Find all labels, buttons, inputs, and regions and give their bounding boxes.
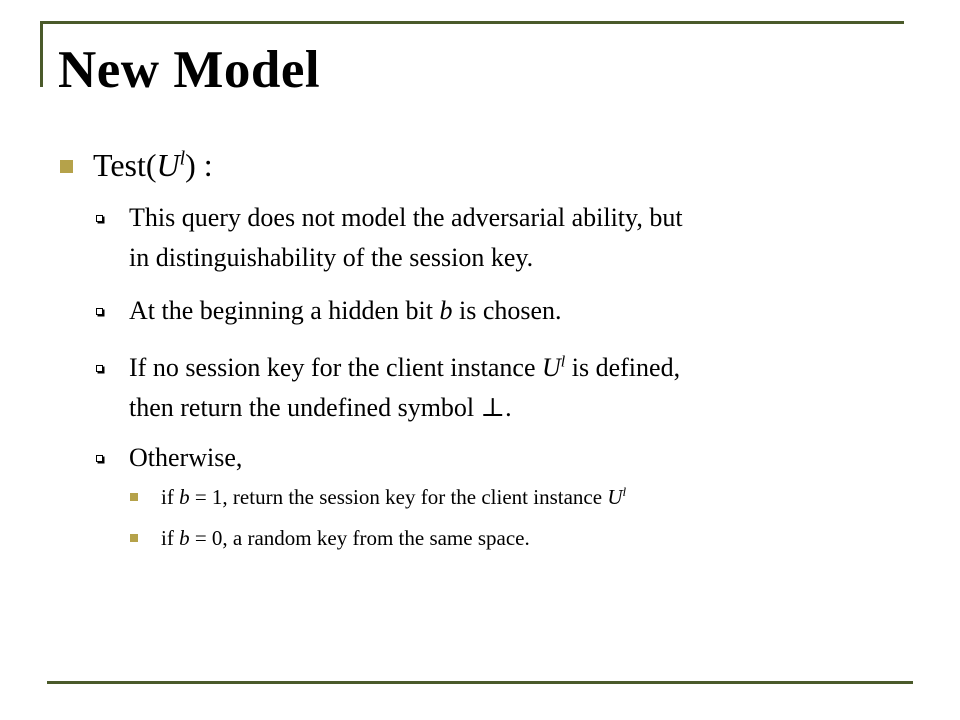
hollow-square-bullet-icon — [96, 455, 103, 462]
test-suffix: ) : — [185, 147, 213, 183]
hidden-bit-var: b — [439, 296, 453, 325]
hollow-square-bullet-icon — [96, 365, 103, 372]
bullet-otherwise: Otherwise, — [129, 443, 243, 472]
small-square-bullet-icon — [130, 534, 138, 542]
no-session-sup: l — [560, 353, 566, 371]
bullet-query-line1: This query does not model the adversarial ability, but — [129, 203, 683, 232]
sub2-var: b — [179, 526, 190, 550]
bullet-no-session-line2: then return the undefined symbol ⊥. — [129, 393, 512, 422]
frame-left-line — [40, 21, 43, 87]
sub1-var2: U — [607, 485, 623, 509]
hollow-square-bullet-icon — [96, 308, 103, 315]
test-sup: l — [179, 147, 186, 170]
bullet-query-line2: in distinguishability of the session key. — [129, 243, 534, 272]
sub2-prefix: if — [161, 526, 180, 550]
subbullet-b-equals-0 — [161, 525, 530, 551]
test-var: U — [156, 147, 180, 183]
sub1-middle: = 1, return the session key for the client instance — [189, 485, 608, 509]
sub2-suffix: = 0, a random key from the same space. — [189, 526, 530, 550]
hidden-bit-suffix: is chosen. — [452, 296, 562, 325]
bullet-hidden-bit — [129, 294, 562, 328]
frame-bottom-line — [47, 681, 913, 684]
frame-top-line — [40, 21, 904, 24]
bullet-no-session-line1 — [129, 351, 680, 385]
bullet-square-icon — [60, 160, 73, 173]
test-prefix: Test( — [93, 147, 157, 183]
small-square-bullet-icon — [130, 493, 138, 501]
level1-item-test — [93, 145, 213, 185]
subbullet-b-equals-1 — [161, 484, 626, 510]
slide-title: New Model — [58, 41, 321, 99]
sub1-prefix: if — [161, 485, 180, 509]
sub1-sup: l — [622, 484, 627, 499]
no-session-suffix: is defined, — [565, 353, 681, 382]
no-session-prefix: If no session key for the client instance — [129, 353, 542, 382]
hidden-bit-prefix: At the beginning a hidden bit — [129, 296, 440, 325]
hollow-square-bullet-icon — [96, 215, 103, 222]
no-session-var: U — [542, 353, 561, 382]
sub1-var: b — [179, 485, 190, 509]
